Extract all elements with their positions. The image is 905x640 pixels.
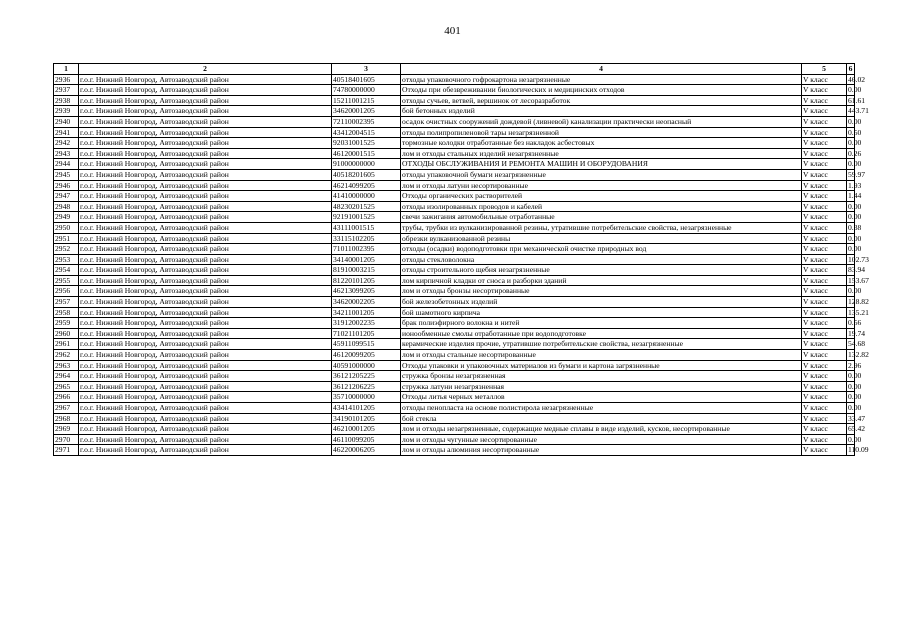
location-cell: г.о.г. Нижний Новгород, Автозаводский район — [79, 350, 332, 361]
amount-cell: 0.38 — [848, 222, 862, 232]
class-cell: V класс — [802, 424, 847, 435]
column-header: 6 — [847, 64, 855, 75]
table-row — [54, 381, 855, 392]
row-number-cell: 2953 — [54, 254, 79, 265]
amount-cell: 0.00 — [848, 233, 862, 243]
row-number-cell: 2938 — [54, 95, 79, 106]
waste-table — [53, 63, 869, 456]
row-number-cell: 2963 — [54, 360, 79, 371]
amount-cell: 128.82 — [848, 297, 869, 307]
column-header: 5 — [802, 64, 847, 75]
location-cell: г.о.г. Нижний Новгород, Автозаводский район — [79, 222, 332, 233]
table-row — [54, 434, 855, 445]
row-number-cell: 2936 — [54, 74, 79, 85]
description-cell: отходы упаковочной бумаги незагрязненные — [401, 169, 802, 180]
row-number-cell: 2962 — [54, 350, 79, 361]
class-cell: V класс — [802, 434, 847, 445]
location-cell: г.о.г. Нижний Новгород, Автозаводский район — [79, 127, 332, 138]
row-number-cell: 2969 — [54, 424, 79, 435]
code-cell: 71021101205 — [332, 328, 401, 339]
table-row — [54, 222, 855, 233]
description-cell: бой стекла — [401, 413, 802, 424]
location-cell: г.о.г. Нижний Новгород, Автозаводский район — [79, 254, 332, 265]
code-cell: 92031001525 — [332, 138, 401, 149]
code-cell: 34620001205 — [332, 106, 401, 117]
amount-cell: 2.96 — [848, 360, 862, 370]
amount-cell: 0.00 — [848, 201, 862, 211]
code-cell: 36121206225 — [332, 381, 401, 392]
row-number-cell: 2941 — [54, 127, 79, 138]
description-cell: лом и отходы стальные несортированные — [401, 350, 802, 361]
class-cell: V класс — [802, 350, 847, 361]
class-cell: V класс — [802, 286, 847, 297]
location-cell: г.о.г. Нижний Новгород, Автозаводский район — [79, 180, 332, 191]
table-row — [54, 371, 855, 382]
class-cell: V класс — [802, 191, 847, 202]
column-header: 1 — [54, 64, 79, 75]
table-row — [54, 424, 855, 435]
code-cell: 81220101205 — [332, 275, 401, 286]
code-cell: 34211001205 — [332, 307, 401, 318]
row-number-cell: 2940 — [54, 116, 79, 127]
code-cell: 33115102205 — [332, 233, 401, 244]
amount-cell: 443.71 — [848, 106, 869, 116]
class-cell: V класс — [802, 307, 847, 318]
description-cell: Отходы органических растворителей — [401, 191, 802, 202]
class-cell: V класс — [802, 297, 847, 308]
location-cell: г.о.г. Нижний Новгород, Автозаводский район — [79, 286, 332, 297]
row-number-cell: 2965 — [54, 381, 79, 392]
class-cell: V класс — [802, 265, 847, 276]
location-cell: г.о.г. Нижний Новгород, Автозаводский район — [79, 106, 332, 117]
table-row — [54, 318, 855, 329]
description-cell: лом и отходы стальных изделий незагрязненные — [401, 148, 802, 159]
code-cell: 71011002395 — [332, 244, 401, 255]
amount-cell: 0.00 — [848, 116, 862, 126]
code-cell: 43111001515 — [332, 222, 401, 233]
location-cell: г.о.г. Нижний Новгород, Автозаводский район — [79, 403, 332, 414]
row-number-cell: 2952 — [54, 244, 79, 255]
table-row — [54, 233, 855, 244]
location-cell: г.о.г. Нижний Новгород, Автозаводский район — [79, 307, 332, 318]
class-cell: V класс — [802, 127, 847, 138]
table-row — [54, 265, 855, 276]
description-cell: брак полиэфирного волокна и нитей — [401, 318, 802, 329]
location-cell: г.о.г. Нижний Новгород, Автозаводский район — [79, 244, 332, 255]
class-cell: V класс — [802, 328, 847, 339]
class-cell: V класс — [802, 148, 847, 159]
description-cell: керамические изделия прочие, утратившие потребительские свойства, незагрязненные — [401, 339, 802, 350]
row-number-cell: 2946 — [54, 180, 79, 191]
table-row — [54, 392, 855, 403]
description-cell: ОТХОДЫ ОБСЛУЖИВАНИЯ И РЕМОНТА МАШИН И ОБОРУДОВАНИЯ — [401, 159, 802, 170]
table-row — [54, 74, 855, 85]
code-cell: 34190101205 — [332, 413, 401, 424]
row-number-cell: 2950 — [54, 222, 79, 233]
description-cell: бой железобетонных изделий — [401, 297, 802, 308]
amount-cell: 135.21 — [848, 307, 869, 317]
description-cell: лом и отходы латуни несортированные — [401, 180, 802, 191]
amount-cell: 153.67 — [848, 275, 869, 285]
table-row — [54, 180, 855, 191]
row-number-cell: 2939 — [54, 106, 79, 117]
page-number: 401 — [444, 25, 461, 37]
code-cell: 43412004515 — [332, 127, 401, 138]
code-cell: 92191001525 — [332, 212, 401, 223]
description-cell: трубы, трубки из вулканизированной резины, утратившие потребительские свойства, незагрязненные — [401, 222, 802, 233]
table-row — [54, 191, 855, 202]
location-cell: г.о.г. Нижний Новгород, Автозаводский район — [79, 318, 332, 329]
header-row — [54, 64, 855, 75]
row-number-cell: 2966 — [54, 392, 79, 403]
table-row — [54, 307, 855, 318]
description-cell: отходы сучьев, ветвей, вершинок от лесоразработок — [401, 95, 802, 106]
row-number-cell: 2957 — [54, 297, 79, 308]
column-header: 3 — [332, 64, 401, 75]
description-cell: лом и отходы незагрязненные, содержащие медные сплавы в виде изделий, кусков, несортированные — [401, 424, 802, 435]
row-number-cell: 2960 — [54, 328, 79, 339]
class-cell: V класс — [802, 169, 847, 180]
code-cell: 41410000000 — [332, 191, 401, 202]
table-body — [54, 74, 869, 455]
table-row — [54, 297, 855, 308]
code-cell: 34140001205 — [332, 254, 401, 265]
row-number-cell: 2970 — [54, 434, 79, 445]
class-cell: V класс — [802, 180, 847, 191]
description-cell: Отходы при обезвреживании биологических и медицинских отходов — [401, 85, 802, 96]
amount-cell: 0.00 — [848, 286, 862, 296]
location-cell: г.о.г. Нижний Новгород, Автозаводский район — [79, 297, 332, 308]
row-number-cell: 2937 — [54, 85, 79, 96]
table-row — [54, 159, 855, 170]
class-cell: V класс — [802, 138, 847, 149]
table-row — [54, 339, 855, 350]
location-cell: г.о.г. Нижний Новгород, Автозаводский район — [79, 371, 332, 382]
description-cell: отходы строительного щебня незагрязненные — [401, 265, 802, 276]
table-row — [54, 275, 855, 286]
class-cell: V класс — [802, 339, 847, 350]
description-cell: свечи зажигания автомобильные отработанные — [401, 212, 802, 223]
code-cell: 31912002235 — [332, 318, 401, 329]
class-cell: V класс — [802, 159, 847, 170]
amount-cell: 0.00 — [848, 381, 862, 391]
description-cell: осадок очистных сооружений дождевой (ливневой) канализации практически неопасный — [401, 116, 802, 127]
code-cell: 46120001515 — [332, 148, 401, 159]
table-row — [54, 244, 855, 255]
table-row — [54, 201, 855, 212]
class-cell: V класс — [802, 116, 847, 127]
location-cell: г.о.г. Нижний Новгород, Автозаводский район — [79, 85, 332, 96]
class-cell: V класс — [802, 244, 847, 255]
amount-cell: 1.93 — [848, 180, 862, 190]
row-number-cell: 2949 — [54, 212, 79, 223]
amount-cell: 83.94 — [848, 265, 866, 275]
row-number-cell: 2955 — [54, 275, 79, 286]
class-cell: V класс — [802, 74, 847, 85]
description-cell: отходы упаковочного гофрокартона незагрязненные — [401, 74, 802, 85]
table-row — [54, 95, 855, 106]
row-number-cell: 2958 — [54, 307, 79, 318]
class-cell: V класс — [802, 318, 847, 329]
description-cell: Отходы упаковки и упаковочных материалов из бумаги и картона загрязненные — [401, 360, 802, 371]
amount-cell: 0.00 — [848, 159, 862, 169]
code-cell: 46110099205 — [332, 434, 401, 445]
class-cell: V класс — [802, 212, 847, 223]
table-row — [54, 212, 855, 223]
description-cell: отходы пенопласта на основе полистирола незагрязненные — [401, 403, 802, 414]
amount-cell: 65.42 — [848, 424, 866, 434]
amount-cell: 59.97 — [848, 169, 866, 179]
amount-cell: 0.00 — [848, 403, 862, 412]
class-cell: V класс — [802, 85, 847, 96]
description-cell: бой бетонных изделий — [401, 106, 802, 117]
description-cell: отходы полипропиленовой тары незагрязненной — [401, 127, 802, 138]
location-cell: г.о.г. Нижний Новгород, Автозаводский район — [79, 445, 332, 456]
amount-cell: 46.02 — [848, 74, 866, 84]
amount-cell: 0.00 — [848, 138, 862, 148]
table-row — [54, 286, 855, 297]
code-cell: 46210001205 — [332, 424, 401, 435]
row-number-cell: 2942 — [54, 138, 79, 149]
code-cell: 34620002205 — [332, 297, 401, 308]
amount-cell: 110.09 — [848, 445, 869, 455]
class-cell: V класс — [802, 106, 847, 117]
amount-cell: 0.56 — [848, 318, 862, 328]
row-number-cell: 2967 — [54, 403, 79, 414]
amount-cell: 0.00 — [848, 434, 862, 444]
amount-cell: 0.00 — [848, 244, 862, 254]
location-cell: г.о.г. Нижний Новгород, Автозаводский район — [79, 74, 332, 85]
table-row — [54, 413, 855, 424]
amount-cell: 0.00 — [848, 212, 862, 222]
table-row — [54, 169, 855, 180]
class-cell: V класс — [802, 403, 847, 414]
amount-cell: 1.44 — [848, 191, 862, 201]
row-number-cell: 2968 — [54, 413, 79, 424]
description-cell: стружка латуни незагрязненная — [401, 381, 802, 392]
location-cell: г.о.г. Нижний Новгород, Автозаводский район — [79, 360, 332, 371]
code-cell: 91000000000 — [332, 159, 401, 170]
description-cell: бой шамотного кирпича — [401, 307, 802, 318]
code-cell: 81910003215 — [332, 265, 401, 276]
code-cell: 40518201605 — [332, 169, 401, 180]
amount-cell: 0.26 — [848, 148, 862, 158]
code-cell: 46214099205 — [332, 180, 401, 191]
table-row — [54, 116, 855, 127]
description-cell: обрезки вулканизованной резины — [401, 233, 802, 244]
location-cell: г.о.г. Нижний Новгород, Автозаводский район — [79, 95, 332, 106]
table-row — [54, 350, 855, 361]
location-cell: г.о.г. Нижний Новгород, Автозаводский район — [79, 169, 332, 180]
class-cell: V класс — [802, 360, 847, 371]
location-cell: г.о.г. Нижний Новгород, Автозаводский район — [79, 138, 332, 149]
amount-cell: 0.00 — [848, 392, 862, 402]
location-cell: г.о.г. Нижний Новгород, Автозаводский район — [79, 116, 332, 127]
table-row — [54, 254, 855, 265]
table-row — [54, 148, 855, 159]
row-number-cell: 2951 — [54, 233, 79, 244]
description-cell: лом и отходы чугунные несортированные — [401, 434, 802, 445]
code-cell: 48230201525 — [332, 201, 401, 212]
class-cell: V класс — [802, 392, 847, 403]
code-cell: 46120099205 — [332, 350, 401, 361]
location-cell: г.о.г. Нижний Новгород, Автозаводский район — [79, 212, 332, 223]
amount-cell: 61.61 — [848, 95, 866, 105]
code-cell: 46213099205 — [332, 286, 401, 297]
code-cell: 72110002395 — [332, 116, 401, 127]
location-cell: г.о.г. Нижний Новгород, Автозаводский район — [79, 275, 332, 286]
amount-cell: 102.73 — [848, 254, 869, 264]
description-cell: лом и отходы бронзы несортированные — [401, 286, 802, 297]
amount-cell: 132.82 — [848, 350, 869, 360]
location-cell: г.о.г. Нижний Новгород, Автозаводский район — [79, 328, 332, 339]
table-row — [54, 106, 855, 117]
class-cell: V класс — [802, 95, 847, 106]
class-cell: V класс — [802, 381, 847, 392]
amount-cell: 0.00 — [848, 85, 862, 95]
description-cell: отходы изолированных проводов и кабелей — [401, 201, 802, 212]
location-cell: г.о.г. Нижний Новгород, Автозаводский район — [79, 434, 332, 445]
row-number-cell: 2954 — [54, 265, 79, 276]
description-cell: ионообменные смолы отработанные при водоподготовке — [401, 328, 802, 339]
description-cell: отходы стекловолокна — [401, 254, 802, 265]
row-number-cell: 2945 — [54, 169, 79, 180]
class-cell: V класс — [802, 371, 847, 382]
class-cell: V класс — [802, 275, 847, 286]
table-row — [54, 127, 855, 138]
amount-cell: 19.74 — [848, 328, 866, 338]
class-cell: V класс — [802, 254, 847, 265]
row-number-cell: 2948 — [54, 201, 79, 212]
location-cell: г.о.г. Нижний Новгород, Автозаводский район — [79, 392, 332, 403]
table-row — [54, 138, 855, 149]
code-cell: 43414101205 — [332, 403, 401, 414]
location-cell: г.о.г. Нижний Новгород, Автозаводский район — [79, 201, 332, 212]
code-cell: 35710000000 — [332, 392, 401, 403]
location-cell: г.о.г. Нижний Новгород, Автозаводский район — [79, 233, 332, 244]
class-cell: V класс — [802, 222, 847, 233]
location-cell: г.о.г. Нижний Новгород, Автозаводский район — [79, 191, 332, 202]
row-number-cell: 2964 — [54, 371, 79, 382]
code-cell: 15211001215 — [332, 95, 401, 106]
class-cell: V класс — [802, 233, 847, 244]
row-number-cell: 2944 — [54, 159, 79, 170]
row-number-cell: 2961 — [54, 339, 79, 350]
row-number-cell: 2956 — [54, 286, 79, 297]
code-cell: 46220006205 — [332, 445, 401, 456]
code-cell: 40591000000 — [332, 360, 401, 371]
description-cell: стружка бронзы незагрязненная — [401, 371, 802, 382]
row-number-cell: 2947 — [54, 191, 79, 202]
description-cell: отходы (осадки) водоподготовки при механической очистке природных вод — [401, 244, 802, 255]
location-cell: г.о.г. Нижний Новгород, Автозаводский район — [79, 148, 332, 159]
row-number-cell: 2959 — [54, 318, 79, 329]
code-cell: 74780000000 — [332, 85, 401, 96]
code-cell: 45911099515 — [332, 339, 401, 350]
code-cell: 36121205225 — [332, 371, 401, 382]
description-cell: Отходы литья черных металлов — [401, 392, 802, 403]
row-number-cell: 2943 — [54, 148, 79, 159]
class-cell: V класс — [802, 445, 847, 456]
column-header: 4 — [401, 64, 802, 75]
table-row — [54, 403, 855, 414]
row-number-cell: 2971 — [54, 445, 79, 456]
code-cell: 40518401605 — [332, 74, 401, 85]
amount-cell: 54.68 — [848, 339, 866, 349]
amount-cell: 0.50 — [848, 127, 862, 137]
description-cell: тормозные колодки отработанные без накладок асбестовых — [401, 138, 802, 149]
table-row — [54, 328, 855, 339]
description-cell: лом и отходы алюминия несортированные — [401, 445, 802, 456]
location-cell: г.о.г. Нижний Новгород, Автозаводский район — [79, 381, 332, 392]
location-cell: г.о.г. Нижний Новгород, Автозаводский район — [79, 159, 332, 170]
location-cell: г.о.г. Нижний Новгород, Автозаводский район — [79, 413, 332, 424]
location-cell: г.о.г. Нижний Новгород, Автозаводский район — [79, 265, 332, 276]
amount-cell: 0.00 — [848, 371, 862, 381]
amount-cell: 33.47 — [848, 413, 866, 423]
table-row — [54, 85, 855, 96]
class-cell: V класс — [802, 413, 847, 424]
table-row — [54, 445, 855, 456]
description-cell: лом кирпичной кладки от сноса и разборки зданий — [401, 275, 802, 286]
column-header: 2 — [79, 64, 332, 75]
table-row — [54, 360, 855, 371]
location-cell: г.о.г. Нижний Новгород, Автозаводский район — [79, 339, 332, 350]
class-cell: V класс — [802, 201, 847, 212]
location-cell: г.о.г. Нижний Новгород, Автозаводский район — [79, 424, 332, 435]
